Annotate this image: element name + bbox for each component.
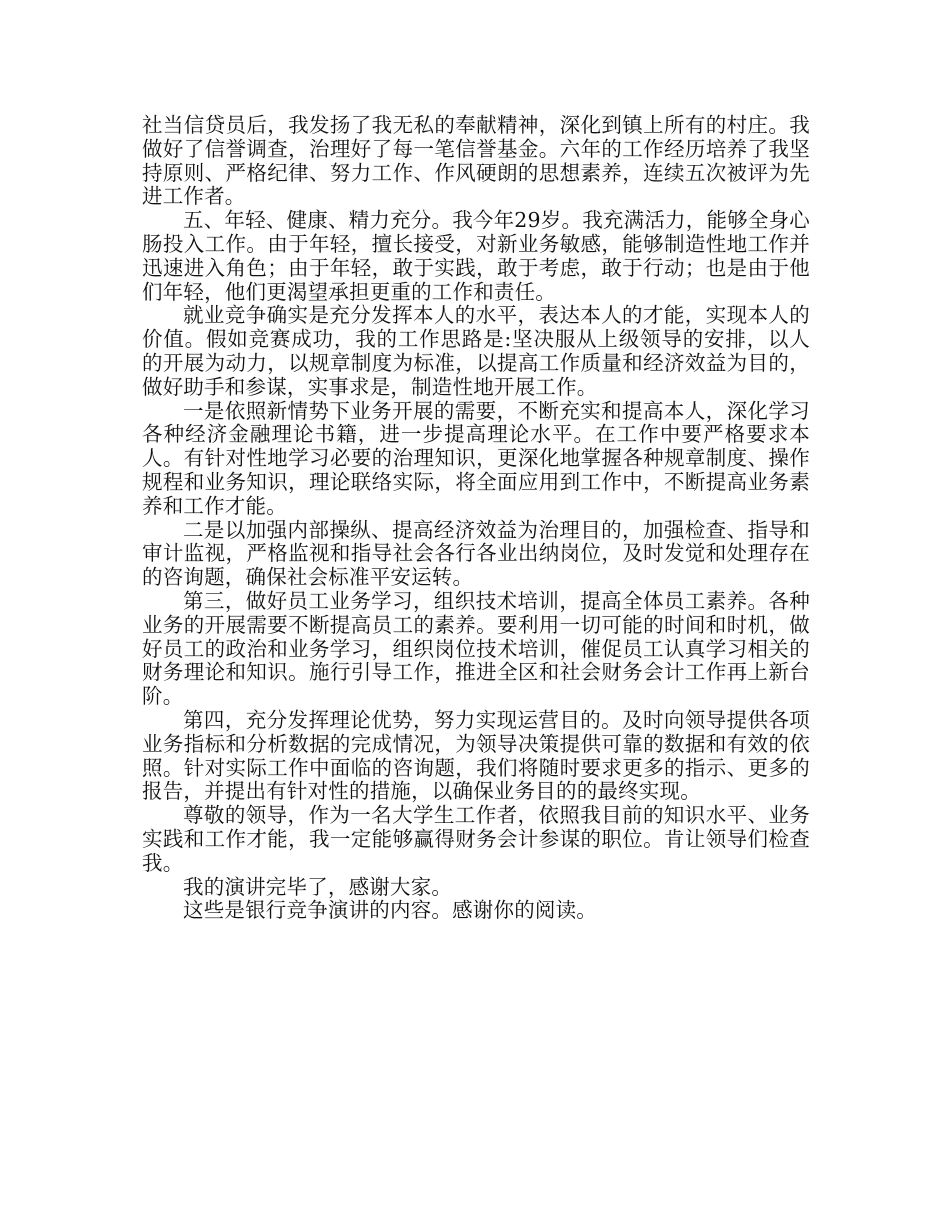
paragraph-9: 我的演讲完毕了，感谢大家。: [183, 874, 453, 899]
paragraph-2: 五、年轻、健康、精力充分。我今年29岁。我充满活力，能够全身心肠投入工作。由于年轻，擅长接受，对新业务敏感，能够制造性地工作并迅速进入角色；由于年轻，敢于实践，敢于考虑，敢于行动；也是由于他们年轻，他们更渴望承担更重的工作和责任。: [142, 208, 810, 304]
paragraph-4: 一是依照新情势下业务开展的需要，不断充实和提高本人，深化学习各种经济金融理论书籍，进一步提高理论水平。在工作中要严格要求本人。有针对性地学习必要的治理知识，更深化地掌握各种规章制度、操作规程和业务知识，理论联络实际，将全面应用到工作中，不断提高业务素养和工作才能。: [142, 398, 810, 518]
paragraph-7: 第四，充分发挥理论优势，努力实现运营目的。及时向领导提供各项业务指标和分析数据的完成情况，为领导决策提供可靠的数据和有效的依照。针对实际工作中面临的咨询题，我们将随时要求更多的指示、更多的报告，并提出有针对性的措施，以确保业务目的的最终实现。: [142, 707, 810, 804]
document-body: [142, 114, 810, 923]
paragraph-6: 第三，做好员工业务学习，组织技术培训，提高全体员工素养。各种业务的开展需要不断提高员工的素养。要利用一切可能的时间和时机，做好员工的政治和业务学习，组织岗位技术培训，催促员工认真学习相关的财务理论和知识。施行引导工作，推进全区和社会财务会计工作再上新台阶。: [142, 588, 810, 709]
paragraph-8: 尊敬的领导，作为一名大学生工作者，依照我目前的知识水平、业务实践和工作才能，我一定能够赢得财务会计参谋的职位。肯让领导们检查我。: [142, 803, 810, 875]
paragraph-3: 就业竞争确实是充分发挥本人的水平，表达本人的才能，实现本人的价值。假如竞赛成功，我的工作思路是:坚决服从上级领导的安排，以人的开展为动力，以规章制度为标准，以提高工作质量和经济效益为目的，做好助手和参谋，实事求是，制造性地开展工作。: [142, 303, 810, 399]
paragraph-1: 社当信贷员后，我发扬了我无私的奉献精神，深化到镇上所有的村庄。我做好了信誉调查，治理好了每一笔信誉基金。六年的工作经历培养了我坚持原则、严格纪律、努力工作、作风硬朗的思想素养，连续五次被评为先进工作者。: [142, 113, 810, 209]
paragraph-5: 二是以加强内部操纵、提高经济效益为治理目的，加强检查、指导和审计监视，严格监视和指导社会各行各业出纳岗位，及时发觉和处理存在的咨询题，确保社会标准平安运转。: [142, 517, 810, 590]
paragraph-10: 这些是银行竞争演讲的内容。感谢你的阅读。: [183, 898, 597, 923]
